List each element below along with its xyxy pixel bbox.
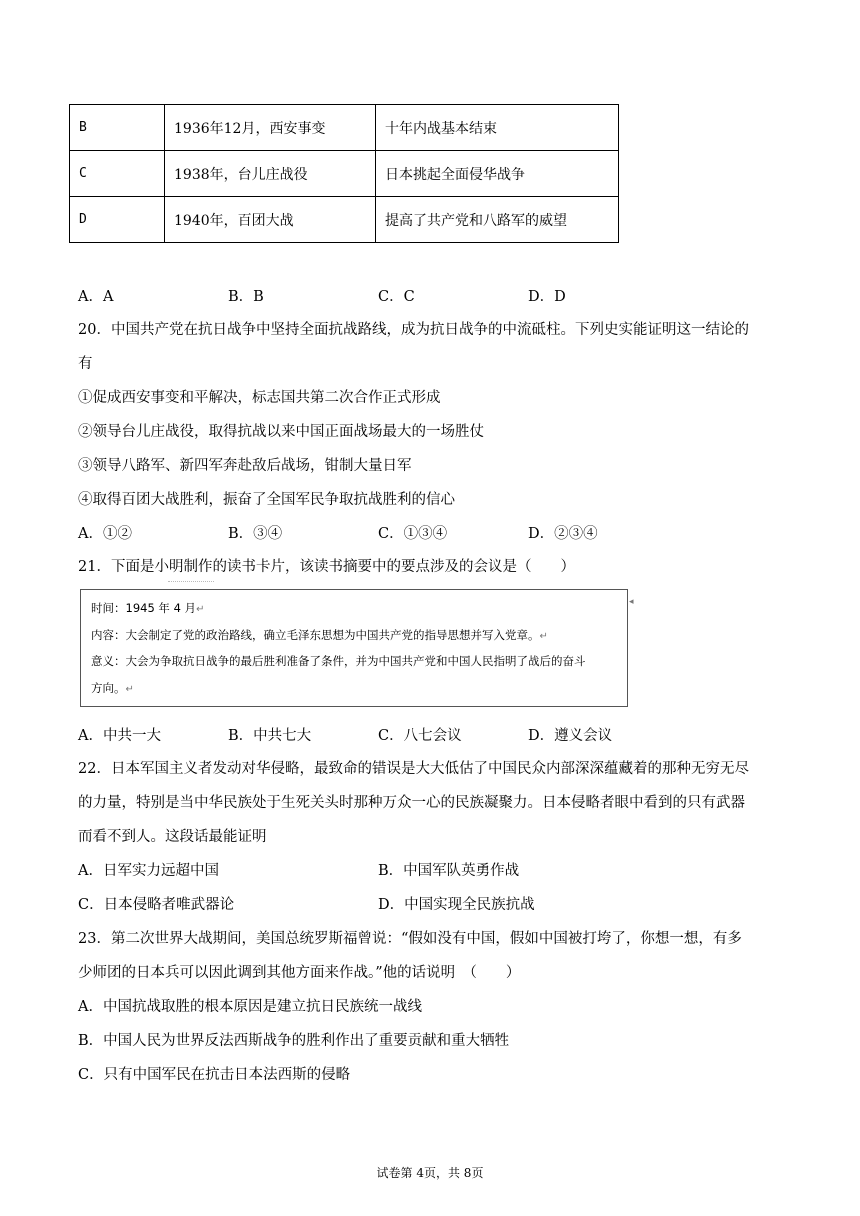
q21-option-d: D．遵义会议 [528,728,613,744]
table-row [70,105,619,151]
q20-stem-line2: 有 [78,356,93,372]
q19-option-c: C．C [378,289,415,305]
q22-option-d: D．中国实现全民族抗战 [378,897,535,913]
q19-option-b: B．B [228,289,264,305]
q22-stem-line2: 的力量，特别是当中华民族处于生死关头时那种万众一心的民族凝聚力。日本侵略者眼中看到的只有武器 [78,795,745,811]
answer-table [69,104,619,243]
q20-option-b: B．③④ [228,526,283,542]
reading-card [80,589,628,707]
q20-item-3: ③领导八路军、新四军奔赴敌后战场，钳制大量日军 [78,458,412,474]
q19-option-a: A．A [78,289,114,305]
dotted-divider [168,581,214,582]
q19-option-d: D．D [528,289,566,305]
card-time: 时间：1945 年 4 月 [91,601,197,615]
q22-stem-line1: 22．日本军国主义者发动对华侵略，最致命的错误是大大低估了中国民众内部深深蕴藏着的那种无穷无尽 [78,761,749,777]
table-cell-event: 1936年12月，西安事变 [165,105,376,151]
table-cell-effect: 日本挑起全面侵华战争 [376,151,619,197]
return-mark-icon: ↵ [539,631,548,642]
table-cell-key: B [70,105,165,151]
q21-option-c: C．八七会议 [378,728,462,744]
return-mark-icon: ↵ [196,604,205,615]
table-cell-event: 1940年，百团大战 [165,197,376,243]
q22-option-c: C．日本侵略者唯武器论 [78,897,235,913]
q22-option-b: B．中国军队英勇作战 [378,863,520,879]
q22-option-a: A．日军实力远超中国 [78,863,219,879]
q23-option-b: B．中国人民为世界反法西斯战争的胜利作出了重要贡献和重大牺牲 [78,1033,510,1049]
q23-stem-line2: 少师团的日本兵可以因此调到其他方面来作战。”他的话说明 （ ） [78,965,521,981]
card-content: 内容：大会制定了党的政治路线，确立毛泽东思想为中国共产党的指导思想并写入党章。 [91,628,540,642]
q21-stem: 21．下面是小明制作的读书卡片，该读书摘要中的要点涉及的会议是（ ） [78,559,575,575]
table-row [70,197,619,243]
q22-stem-line3: 而看不到人。这段话最能证明 [78,829,267,845]
q20-option-d: D．②③④ [528,526,598,542]
q20-stem-line1: 20．中国共产党在抗日战争中坚持全面抗战路线，成为抗日战争的中流砥柱。下列史实能证明这一结论的 [78,322,749,338]
q20-option-a: A．①② [78,526,132,542]
table-cell-effect: 提高了共产党和八路军的威望 [376,197,619,243]
return-mark-icon: ↵ [125,684,134,695]
card-meaning-line1: 意义：大会为争取抗日战争的最后胜利准备了条件，并为中国共产党和中国人民指明了战后的奋斗 [91,654,586,668]
edge-mark-icon: ◂ [629,597,634,607]
table-cell-effect: 十年内战基本结束 [376,105,619,151]
q21-option-b: B．中共七大 [228,728,312,744]
table-cell-key: C [70,151,165,197]
q21-option-a: A．中共一大 [78,728,161,744]
q20-item-4: ④取得百团大战胜利，振奋了全国军民争取抗战胜利的信心 [78,492,455,508]
q23-stem-line1: 23．第二次世界大战期间，美国总统罗斯福曾说：“假如没有中国，假如中国被打垮了，你想一想，有多 [78,931,742,947]
card-meaning-line2: 方向。 [91,681,126,695]
q23-option-c: C．只有中国军民在抗击日本法西斯的侵略 [78,1067,351,1083]
q23-option-a: A．中国抗战取胜的根本原因是建立抗日民族统一战线 [78,999,422,1015]
table-cell-key: D [70,197,165,243]
page-footer: 试卷第 4页，共 8页 [376,1166,484,1180]
table-row [70,151,619,197]
q20-option-c: C．①③④ [378,526,448,542]
q20-item-2: ②领导台儿庄战役，取得抗战以来中国正面战场最大的一场胜仗 [78,424,484,440]
q20-item-1: ①促成西安事变和平解决，标志国共第二次合作正式形成 [78,390,441,406]
table-cell-event: 1938年，台儿庄战役 [165,151,376,197]
